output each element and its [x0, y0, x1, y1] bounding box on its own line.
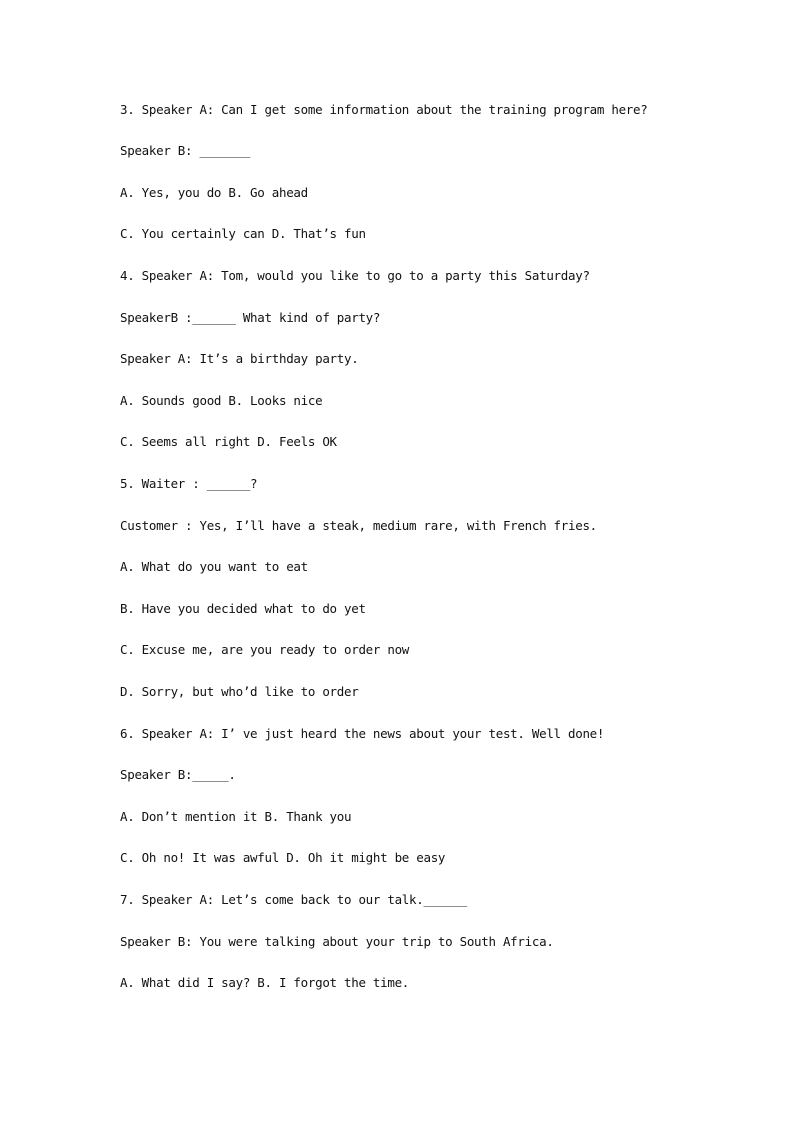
q4-options-ab: A. Sounds good B. Looks nice: [120, 393, 323, 408]
q7-speaker-b: Speaker B: You were talking about your trip to South Africa.: [120, 934, 554, 949]
q6-options-ab: A. Don’t mention it B. Thank you: [120, 809, 352, 824]
q4-speaker-a-reply: Speaker A: It’s a birthday party.: [120, 351, 359, 366]
q7-prompt: 7. Speaker A: Let’s come back to our talk.______: [120, 892, 467, 907]
q5-option-b: B. Have you decided what to do yet: [120, 601, 366, 616]
q3-options-ab: A. Yes, you do B. Go ahead: [120, 185, 308, 200]
q3-options-cd: C. You certainly can D. That’s fun: [120, 226, 366, 241]
q4-options-cd: C. Seems all right D. Feels OK: [120, 434, 337, 449]
q6-speaker-b: Speaker B:_____.: [120, 767, 236, 782]
q6-options-cd: C. Oh no! It was awful D. Oh it might be easy: [120, 850, 446, 865]
q5-prompt: 5. Waiter : ______?: [120, 476, 258, 491]
q6-prompt: 6. Speaker A: I’ ve just heard the news about your test. Well done!: [120, 726, 605, 741]
q5-option-a: A. What do you want to eat: [120, 559, 308, 574]
q5-option-c: C. Excuse me, are you ready to order now: [120, 642, 410, 657]
q3-prompt: 3. Speaker A: Can I get some information about the training program here?: [120, 102, 648, 117]
q4-prompt: 4. Speaker A: Tom, would you like to go to a party this Saturday?: [120, 268, 590, 283]
q4-speaker-b: SpeakerB :______ What kind of party?: [120, 310, 381, 325]
q3-speaker-b: Speaker B: _______: [120, 143, 251, 158]
q5-option-d: D. Sorry, but who’d like to order: [120, 684, 359, 699]
q7-options-ab: A. What did I say? B. I forgot the time.: [120, 975, 410, 990]
q5-customer: Customer : Yes, I’ll have a steak, medium rare, with French fries.: [120, 518, 597, 533]
